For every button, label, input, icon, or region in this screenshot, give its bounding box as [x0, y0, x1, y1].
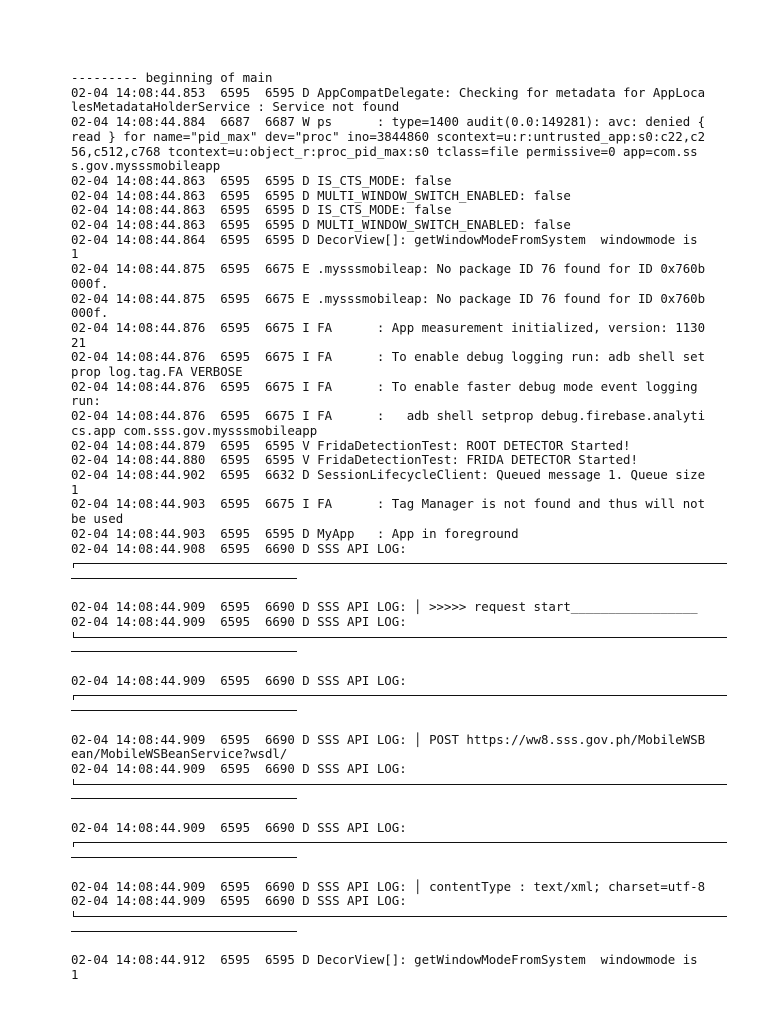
- log-line: 02-04 14:08:44.876 6595 6675 I FA : To enable faster debug mode event logging run:: [71, 378, 706, 409]
- border-line: [73, 637, 727, 638]
- corner-tick: [73, 779, 74, 784]
- border-line-continuation: [71, 931, 297, 932]
- border-line: [73, 842, 727, 843]
- box-top-border: [71, 556, 711, 585]
- log-line: 02-04 14:08:44.876 6595 6675 I FA : To enable debug logging run: adb shell setprop log.tag.FA VERBOSE: [71, 349, 706, 380]
- border-line-continuation: [71, 578, 297, 579]
- log-line: 02-04 14:08:44.912 6595 6595 D DecorView[]: getWindowModeFromSystem windowmode is 1: [71, 952, 706, 982]
- log-line: 02-04 14:08:44.903 6595 6595 D MyApp : App in foreground: [71, 525, 519, 541]
- log-lines: [71, 71, 711, 982]
- log-line: 02-04 14:08:44.909 6595 6690 D SSS API LOG:: [71, 819, 407, 835]
- box-bottom-border: [71, 777, 711, 806]
- log-line: 02-04 14:08:44.864 6595 6595 D DecorView[]: getWindowModeFromSystem windowmode is 1: [71, 231, 706, 262]
- corner-tick: [73, 842, 74, 847]
- spacer: [71, 718, 711, 733]
- spacer: [71, 586, 711, 601]
- corner-tick: [73, 911, 74, 916]
- box-bottom-border: [71, 630, 711, 659]
- border-line: [73, 563, 727, 564]
- spacer: [71, 806, 711, 821]
- log-line: 02-04 14:08:44.902 6595 6632 D SessionLifecycleClient: Queued message 1. Queue size 1: [71, 466, 713, 497]
- log-line: 02-04 14:08:44.876 6595 6675 I FA : adb shell setprop debug.firebase.analytics.app com.sss.gov.mysssmobileapp: [71, 408, 706, 438]
- log-line: 02-04 14:08:44.863 6595 6595 D MULTI_WINDOW_SWITCH_ENABLED: false: [71, 187, 571, 203]
- corner-tick: [73, 695, 74, 700]
- box-top-border: [71, 688, 711, 717]
- border-line: [73, 916, 727, 917]
- log-line: 02-04 14:08:44.908 6595 6690 D SSS API LOG:: [71, 540, 407, 556]
- log-line: 02-04 14:08:44.875 6595 6675 E .mysssmobileap: No package ID 76 found for ID 0x760b000f.: [71, 290, 706, 321]
- log-line: 02-04 14:08:44.880 6595 6595 V FridaDetectionTest: FRIDA DETECTOR Started!: [71, 452, 638, 468]
- box-top-border: [71, 835, 711, 864]
- log-line: 02-04 14:08:44.909 6595 6690 D SSS API LOG: │ contentType : text/xml; charset=utf-8: [71, 878, 706, 894]
- corner-tick: [73, 632, 74, 637]
- spacer: [71, 938, 711, 953]
- border-line-continuation: [71, 857, 297, 858]
- log-line: 02-04 14:08:44.879 6595 6595 V FridaDetectionTest: ROOT DETECTOR Started!: [71, 437, 631, 453]
- log-line: 02-04 14:08:44.876 6595 6675 I FA : App measurement initialized, version: 113021: [71, 319, 706, 350]
- border-line-continuation: [71, 710, 297, 711]
- log-line: 02-04 14:08:44.863 6595 6595 D IS_CTS_MODE: false: [71, 202, 452, 218]
- log-line: 02-04 14:08:44.863 6595 6595 D MULTI_WINDOW_SWITCH_ENABLED: false: [71, 217, 571, 233]
- log-line: 02-04 14:08:44.909 6595 6690 D SSS API LOG: │ POST https://ww8.sss.gov.ph/MobileWSBean/MobileWSBeanService?wsdl/: [71, 731, 706, 762]
- border-line: [73, 784, 727, 785]
- box-bottom-border: [71, 909, 711, 938]
- log-line: 02-04 14:08:44.909 6595 6690 D SSS API LOG:: [71, 893, 407, 909]
- log-line: 02-04 14:08:44.909 6595 6690 D SSS API LOG: │ >>>>> request start_________________: [71, 599, 698, 615]
- border-line-continuation: [71, 798, 297, 799]
- log-line: 02-04 14:08:44.903 6595 6675 I FA : Tag Manager is not found and thus will not be used: [71, 496, 713, 527]
- log-line: 02-04 14:08:44.875 6595 6675 E .mysssmobileap: No package ID 76 found for ID 0x760b000f.: [71, 261, 706, 291]
- border-line: [73, 695, 727, 696]
- log-line: 02-04 14:08:44.909 6595 6690 D SSS API LOG:: [71, 760, 407, 776]
- spacer: [71, 659, 711, 674]
- border-line-continuation: [71, 651, 297, 652]
- log-line: 02-04 14:08:44.853 6595 6595 D AppCompatDelegate: Checking for metadata for AppLocalesMetadataHolderService : Service not found: [71, 84, 706, 115]
- log-line: --------- beginning of main: [71, 70, 273, 85]
- log-line: 02-04 14:08:44.909 6595 6690 D SSS API LOG:: [71, 613, 407, 629]
- spacer: [71, 865, 711, 880]
- log-line: 02-04 14:08:44.909 6595 6690 D SSS API LOG:: [71, 672, 407, 688]
- log-line: 02-04 14:08:44.863 6595 6595 D IS_CTS_MODE: false: [71, 172, 452, 188]
- log-document: [71, 71, 711, 982]
- corner-tick: [73, 563, 74, 568]
- log-line: 02-04 14:08:44.884 6687 6687 W ps : type=1400 audit(0.0:149281): avc: denied { read } for name="pid_max" dev="proc" ino=3844860 scontext=u:r:untrusted_app:s0:c22,c256,c512,c768 tcontext=u:object_r:proc_pid_max:s0 tclass=file permissive=0 app=com.sss.gov.mysssmobileapp: [71, 114, 713, 174]
